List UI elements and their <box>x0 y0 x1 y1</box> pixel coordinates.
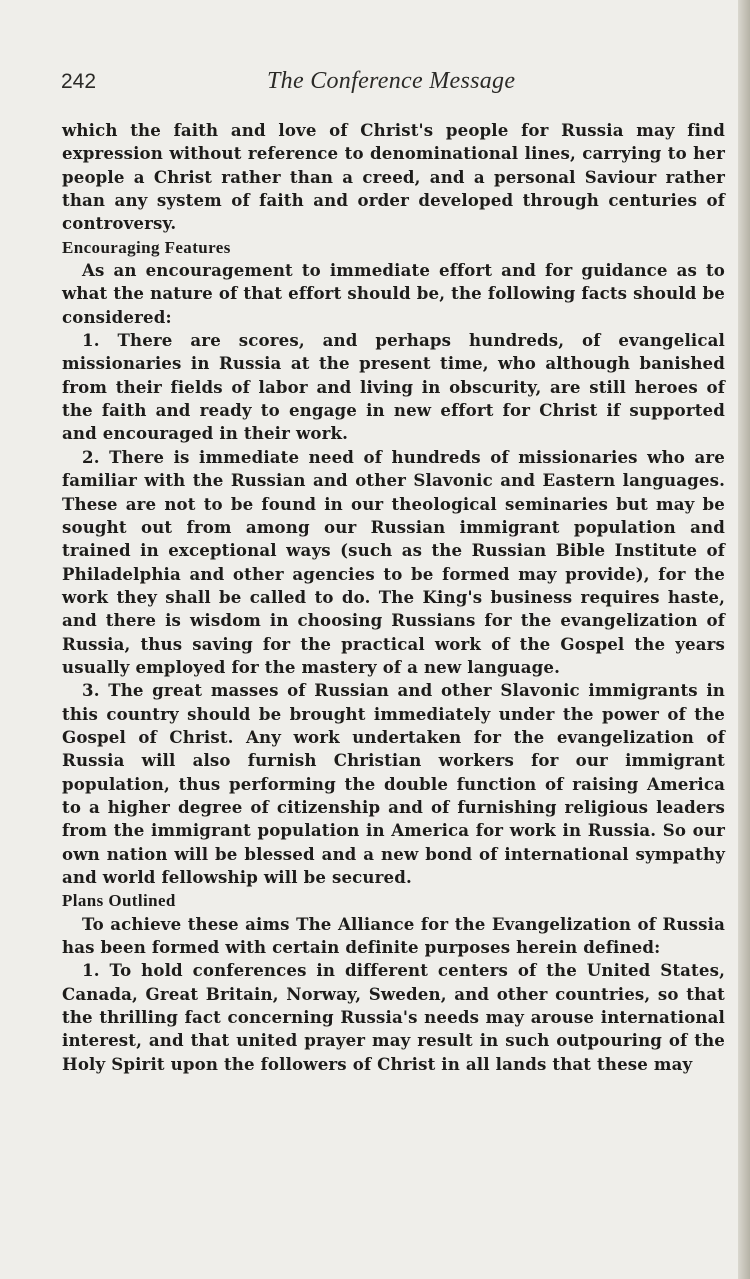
running-title: The Conference Message <box>267 68 516 94</box>
page-header <box>61 70 725 100</box>
plan-item-1: 1. To hold conferences in different centers of the United States, Canada, Great Britain, Norway, Sweden, and other countries, so that the thrilling fact concerning Russia's needs may arouse international interest, and that united prayer may result in such outpouring of the Holy Spirit upon the followers of Christ in all lands that these may <box>62 960 725 1074</box>
paragraph-encouragement-intro: As an encouragement to immediate effort and for guidance as to what the nature of that effort should be, the following facts should be considered: <box>62 260 725 327</box>
numbered-point-2: 2. There is immediate need of hundreds of missionaries who are familiar with the Russian and other Slavonic and Eastern languages. These are not to be found in our theological seminaries but may be sought out from among our Russian immigrant population and trained in exceptional ways (such as the Russian Bible Institute of Philadelphia and other agencies to be formed may provide), for the work they shall be called to do. The King's business requires haste, and there is wisdom in choosing Russians for the evangelization of Russia, thus saving for the practical work of the Gospel the years usually employed for the mastery of a new language. <box>62 446 725 677</box>
page-edge-shadow <box>738 0 750 1279</box>
section-heading-plans-outlined: Plans Outlined <box>62 891 176 911</box>
section-heading-encouraging-features: Encouraging Features <box>62 237 231 257</box>
numbered-point-1: 1. There are scores, and perhaps hundreds, of evangelical missionaries in Russia at the present time, who although banished from their fields of labor and living in obscurity, are still heroes of the faith and ready to engage in new effort for Christ if supported and encouraged in their work. <box>62 330 725 444</box>
page-number: 242 <box>61 70 97 93</box>
paragraph-plans-intro: To achieve these aims The Alliance for the Evangelization of Russia has been formed with certain definite purposes herein defined: <box>62 913 725 958</box>
numbered-point-3: 3. The great masses of Russian and other Slavonic immigrants in this country should be brought immediately under the power of the Gospel of Christ. Any work undertaken for the evangelization of Russia will also furnish Christian workers for our immigrant population, thus performing the double function of raising America to a higher degree of citizenship and of furnishing religious leaders from the immigrant population in America for work in Russia. So our own nation will be blessed and a new bond of international sympathy and world fellowship will be secured. <box>62 680 725 887</box>
page-body <box>62 119 725 1076</box>
paragraph-continuation: which the faith and love of Christ's people for Russia may find expression without reference to denominational lines, carrying to her people a Christ rather than a creed, and a personal Saviour rather than any system of faith and order developed through centuries of controversy. <box>62 120 725 234</box>
